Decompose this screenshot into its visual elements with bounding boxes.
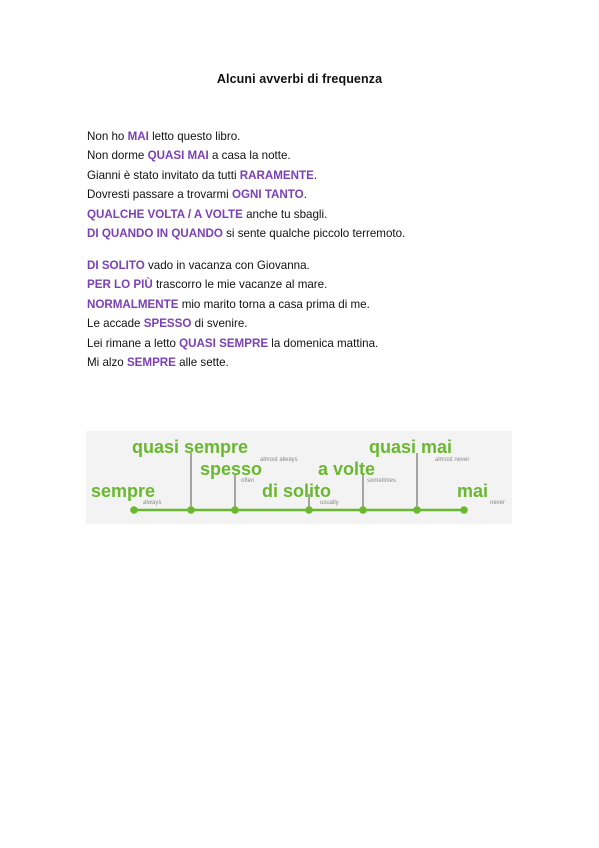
examples-paragraph-1 (87, 127, 405, 243)
timeline-dot (130, 506, 138, 514)
label-almost-always: almost always (260, 457, 298, 463)
label-di-solito: di solito (262, 481, 331, 501)
sentence-text: vado in vacanza con Giovanna. (144, 259, 310, 272)
frequency-adverb: OGNI TANTO (231, 188, 304, 202)
timeline-dot (413, 506, 421, 514)
label-mai: mai (457, 481, 489, 501)
sentence-text: Mi alzo (87, 355, 127, 369)
label-almost-never: almost never (435, 457, 470, 463)
label-always: always (143, 500, 162, 506)
sentence-text: anche tu sbagli. (242, 207, 328, 221)
sentence-text: Le accade (87, 317, 144, 331)
sentence-text: letto questo libro. (148, 130, 241, 143)
sentence-text: trascorro le mie vacanze al mare. (152, 278, 328, 292)
label-a-volte: a volte (318, 459, 376, 479)
label-quasi-sempre: quasi sempre (132, 437, 249, 457)
examples-paragraph-2 (87, 256, 378, 372)
sentence-text: Non ho (87, 130, 128, 143)
frequency-adverb: SPESSO (143, 317, 192, 331)
label-quasi-mai: quasi mai (369, 437, 453, 457)
example-sentence (87, 256, 378, 275)
timeline-dot (305, 506, 313, 514)
frequency-adverb: NORMALMENTE (87, 297, 179, 311)
label-never: never (490, 500, 506, 506)
frequency-timeline-graphic (86, 431, 512, 524)
frequency-adverb: DI SOLITO (87, 259, 145, 272)
frequency-adverb: QUASI MAI (147, 149, 209, 163)
label-sempre: sempre (91, 481, 156, 501)
timeline-dot (359, 506, 367, 514)
example-sentence (87, 275, 378, 294)
example-sentence (87, 295, 378, 314)
frequency-adverb: QUALCHE VOLTA / A VOLTE (87, 207, 243, 221)
example-sentence (87, 127, 405, 146)
sentence-text: Lei rimane a letto (87, 336, 180, 350)
sentence-text: . (303, 188, 307, 202)
page-title: Alcuni avverbi di frequenza (216, 72, 383, 86)
timeline-dot (460, 506, 468, 514)
example-sentence (87, 166, 405, 185)
timeline-dot (231, 506, 239, 514)
sentence-text: Dovresti passare a trovarmi (87, 188, 232, 202)
sentence-text: Non dorme (87, 149, 148, 163)
frequency-adverb: SEMPRE (126, 355, 176, 369)
sentence-text: alle sette. (175, 355, 229, 369)
timeline-dot (187, 506, 195, 514)
sentence-text: mio marito torna a casa prima di me. (178, 297, 370, 311)
example-sentence (87, 353, 378, 372)
sentence-text: la domenica mattina. (268, 336, 379, 350)
frequency-timeline (86, 431, 512, 524)
label-spesso: spesso (200, 459, 263, 479)
frequency-adverb: MAI (127, 130, 149, 143)
example-sentence (87, 146, 405, 165)
sentence-text: di svenire. (191, 317, 248, 331)
label-usually: usually (320, 500, 339, 506)
frequency-adverb: RARAMENTE (239, 168, 314, 182)
example-sentence (87, 205, 405, 224)
frequency-adverb: DI QUANDO IN QUANDO (87, 226, 223, 240)
label-often: often (241, 478, 255, 484)
example-sentence (87, 314, 378, 333)
example-sentence (87, 334, 378, 353)
sentence-text: . (313, 168, 318, 182)
frequency-adverb: PER LO PIÙ (87, 278, 153, 292)
sentence-text: si sente qualche piccolo terremoto. (222, 226, 406, 240)
sentence-text: Gianni è stato invitato da tutti (87, 168, 240, 182)
example-sentence (87, 224, 405, 243)
example-sentence (87, 185, 405, 204)
frequency-adverb: QUASI SEMPRE (179, 336, 269, 350)
sentence-text: a casa la notte. (208, 149, 291, 163)
label-sometimes: sometimes (367, 478, 397, 484)
